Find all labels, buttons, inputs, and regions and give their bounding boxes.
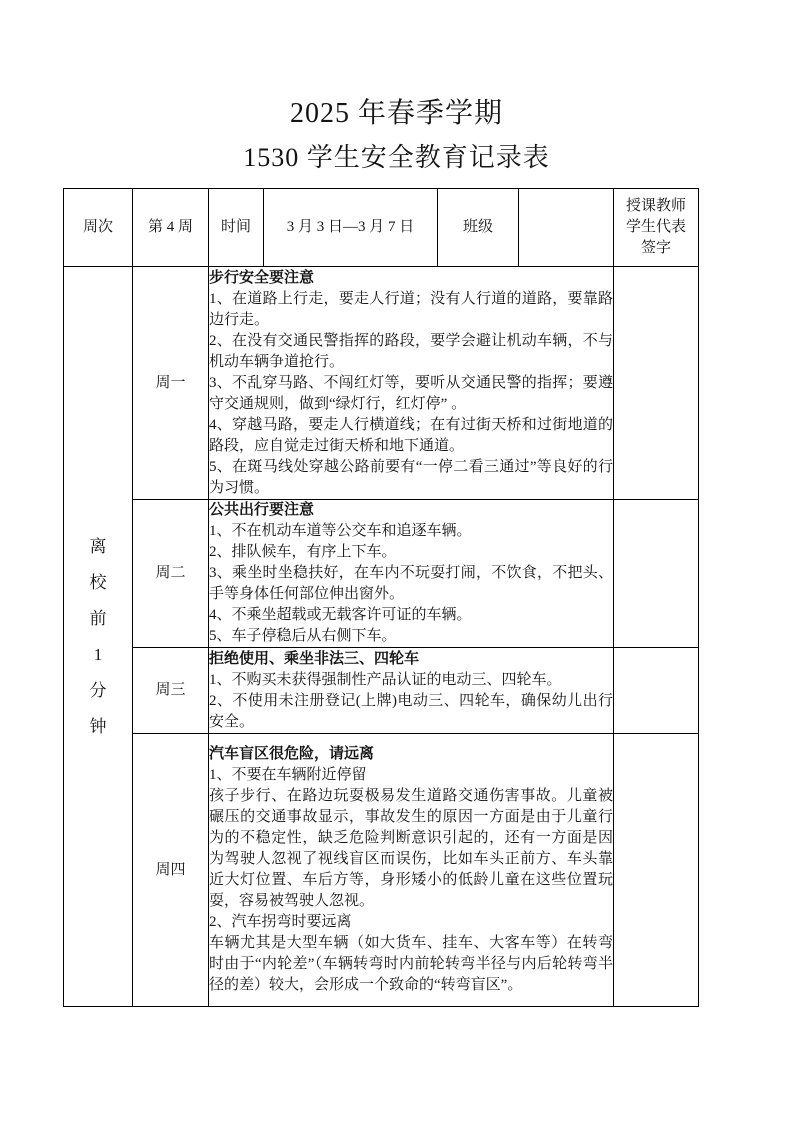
signature-cell-thursday[interactable] xyxy=(614,734,699,1007)
table-row-wednesday xyxy=(64,648,699,734)
content-item: 1、不在机动车道等公交车和追逐车辆。 xyxy=(209,523,472,539)
content-cell-thursday xyxy=(209,734,614,1007)
signature-header-cell xyxy=(614,189,699,267)
content-title: 拒绝使用、乘坐非法三、四轮车 xyxy=(209,650,420,667)
content-title: 公共出行要注意 xyxy=(209,502,315,518)
content-item: 1、在道路上行走，要走人行道；没有人行道的道路，要靠路边行走。 xyxy=(209,290,613,328)
side-label-char: 校 xyxy=(89,573,107,592)
side-label-char: 分 xyxy=(89,681,107,700)
content-item: 2、排队候车，有序上下车。 xyxy=(209,544,397,560)
safety-education-table xyxy=(63,188,699,1007)
table-row-tuesday xyxy=(64,500,699,648)
document-title: 2025 年春季学期 xyxy=(289,98,503,129)
class-value-cell[interactable] xyxy=(519,189,614,267)
signature-header-line: 学生代表 xyxy=(625,219,686,235)
content-item: 4、不乘坐超载或无载客许可证的车辆。 xyxy=(209,607,472,623)
week-number-label: 周次 xyxy=(64,189,133,267)
time-label: 时间 xyxy=(209,189,264,267)
side-label-vertical-text xyxy=(64,538,132,735)
signature-header-line: 签字 xyxy=(640,240,671,256)
weekday-cell-wednesday: 周三 xyxy=(133,648,209,734)
signature-cell-tuesday[interactable] xyxy=(614,500,699,648)
content-item: 1、不购买未获得强制性产品认证的电动三、四轮车。 xyxy=(209,671,562,688)
side-label-char: 1 xyxy=(93,645,103,664)
weekday-cell-monday: 周一 xyxy=(133,267,209,500)
side-label-cell xyxy=(64,267,133,1007)
content-item: 5、在斑马线处穿越公路前要有“一停二看三通过”等良好的行为习惯。 xyxy=(209,458,613,496)
table-row-thursday xyxy=(64,734,699,1007)
time-value: 3 月 3 日—3 月 7 日 xyxy=(264,189,438,267)
content-item: 5、车子停稳后从右侧下车。 xyxy=(209,628,397,644)
side-label-char: 钟 xyxy=(89,717,107,736)
content-paragraph: 车辆尤其是大型车辆（如大货车、挂车、大客车等）在转弯时由于“内轮差”（车辆转弯时内前轮转弯半径与内后轮转弯半径的差）较大，会形成一个致命的“转弯盲区”。 xyxy=(209,935,613,993)
side-label-char: 前 xyxy=(89,609,107,628)
content-item: 2、不使用未注册登记(上牌)电动三、四轮车，确保幼儿出行安全。 xyxy=(209,692,613,730)
weekday-cell-thursday: 周四 xyxy=(133,734,209,1007)
side-label-char: 离 xyxy=(89,537,107,556)
content-item: 3、不乱穿马路、不闯红灯等，要听从交通民警的指挥；要遵守交通规则，做到“绿灯行，红灯停” 。 xyxy=(209,374,613,412)
signature-header-line: 授课教师 xyxy=(625,198,686,214)
content-cell-monday xyxy=(209,267,614,500)
content-item: 3、乘坐时坐稳扶好，在车内不玩耍打闹，不饮食，不把头、手等身体任何部位伸出窗外。 xyxy=(209,565,613,602)
content-item: 4、穿越马路，要走人行横道线；在有过街天桥和过街地道的路段，应自觉走过街天桥和地下通道。 xyxy=(209,416,613,454)
table-header-row xyxy=(64,189,699,267)
content-cell-wednesday xyxy=(209,648,614,734)
signature-cell-wednesday[interactable] xyxy=(614,648,699,734)
content-paragraph: 孩子步行、在路边玩耍极易发生道路交通伤害事故。儿童被碾压的交通事故显示，事故发生的原因一方面是由于儿童行为的不稳定性，缺乏危险判断意识引起的，还有一方面是因为驾驶人忽视了视线盲区而误伤，比如车头正前方、车头靠近大灯位置、车后方等，身形矮小的低龄儿童在这些位置玩耍，容易被驾驶人忽视。 xyxy=(209,788,613,909)
content-item: 1、不要在车辆附近停留 xyxy=(209,767,367,783)
content-item: 2、在没有交通民警指挥的路段，要学会避让机动车辆，不与机动车辆争道抢行。 xyxy=(209,332,613,370)
week-number-value: 第 4 周 xyxy=(133,189,209,267)
content-cell-tuesday xyxy=(209,500,614,648)
content-item: 2、汽车拐弯时要远离 xyxy=(209,914,352,930)
content-title: 汽车盲区很危险，请远离 xyxy=(209,746,375,762)
document-subtitle: 1530 学生安全教育记录表 xyxy=(243,143,550,172)
table-row-monday xyxy=(64,267,699,500)
signature-cell-monday[interactable] xyxy=(614,267,699,500)
content-title: 步行安全要注意 xyxy=(209,269,315,286)
weekday-cell-tuesday: 周二 xyxy=(133,500,209,648)
class-label: 班级 xyxy=(438,189,519,267)
